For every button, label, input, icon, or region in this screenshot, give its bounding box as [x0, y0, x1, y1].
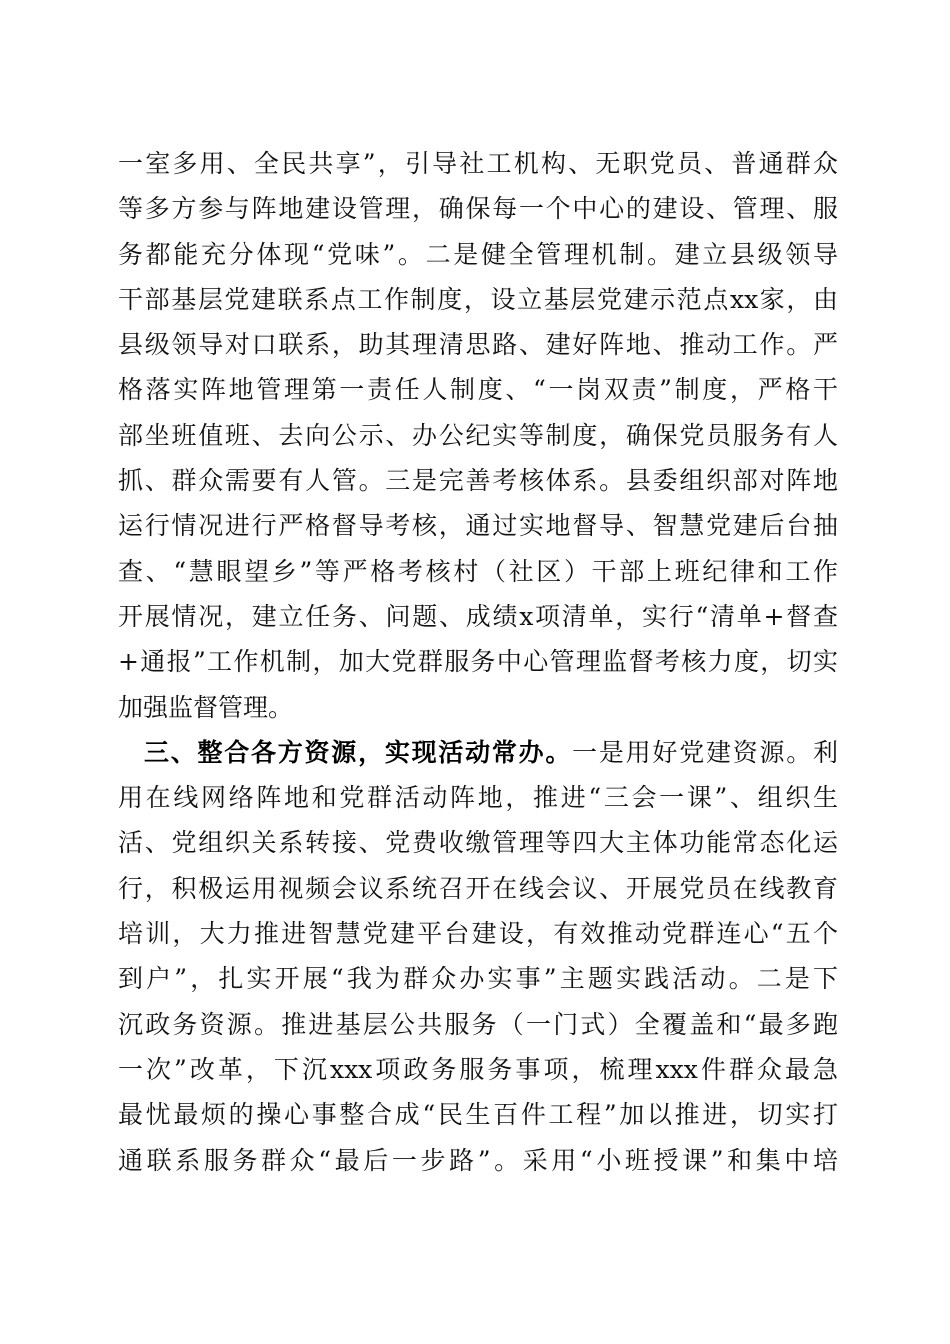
- text-line: 运行情况进行严格督导考核，通过实地督导、智慧党建后台抽: [118, 511, 838, 541]
- text-line: +通报”工作机制，加大党群服务中心管理监督考核力度，切实: [118, 647, 838, 677]
- text-line: 用在线网络阵地和党群活动阵地，推进“三会一课”、组织生: [118, 783, 838, 813]
- text-line: 一室多用、全民共享”，引导社工机构、无职党员、普通群众: [118, 149, 838, 178]
- text-line: 活、党组织关系转接、党费收缴管理等四大主体功能常态化运: [118, 828, 838, 858]
- text-line: 查、“慧眼望乡”等严格考核村（社区）干部上班纪律和工作: [118, 556, 838, 586]
- section-3-first-line-text: 一是用好党建资源。利: [572, 737, 838, 767]
- text-line: 沉政务资源。推进基层公共服务（一门式）全覆盖和“最多跑: [118, 1009, 838, 1039]
- text-line: 开展情况，建立任务、问题、成绩x项清单，实行“清单+督查: [118, 601, 838, 631]
- text-line: 县级领导对口联系，助其理清思路、建好阵地、推动工作。严: [118, 330, 838, 360]
- body-text: [118, 141, 838, 1183]
- text-line: 格落实阵地管理第一责任人制度、“一岗双责”制度，严格干: [118, 375, 838, 405]
- text-line: 抓、群众需要有人管。三是完善考核体系。县委组织部对阵地: [118, 466, 838, 496]
- text-line: 部坐班值班、去向公示、办公纪实等制度，确保党员服务有人: [118, 420, 838, 450]
- text-line: 务都能充分体现“党味”。二是健全管理机制。建立县级领导: [118, 239, 838, 269]
- text-line: 培训，大力推进智慧党建平台建设，有效推动党群连心“五个: [118, 919, 838, 949]
- text-line: 通联系服务群众“最后一步路”。采用“小班授课”和集中培: [118, 1145, 838, 1175]
- text-line: 最忧最烦的操心事整合成“民生百件工程”加以推进，切实打: [118, 1100, 838, 1130]
- section-3-heading: 三、整合各方资源，实现活动常办。: [144, 737, 573, 767]
- section-3-first-line: [118, 730, 838, 775]
- text-line: 干部基层党建联系点工作制度，设立基层党建示范点xx家，由: [118, 284, 838, 314]
- text-line: 行，积极运用视频会议系统召开在线会议、开展党员在线教育: [118, 873, 838, 903]
- text-line: 等多方参与阵地建设管理，确保每一个中心的建设、管理、服: [118, 194, 838, 224]
- text-line: 到户”，扎实开展“我为群众办实事”主题实践活动。二是下: [118, 964, 838, 994]
- text-line: 一次”改革，下沉xxx项政务服务事项，梳理xxx件群众最急: [118, 1054, 838, 1084]
- text-line: 加强监督管理。: [118, 692, 294, 722]
